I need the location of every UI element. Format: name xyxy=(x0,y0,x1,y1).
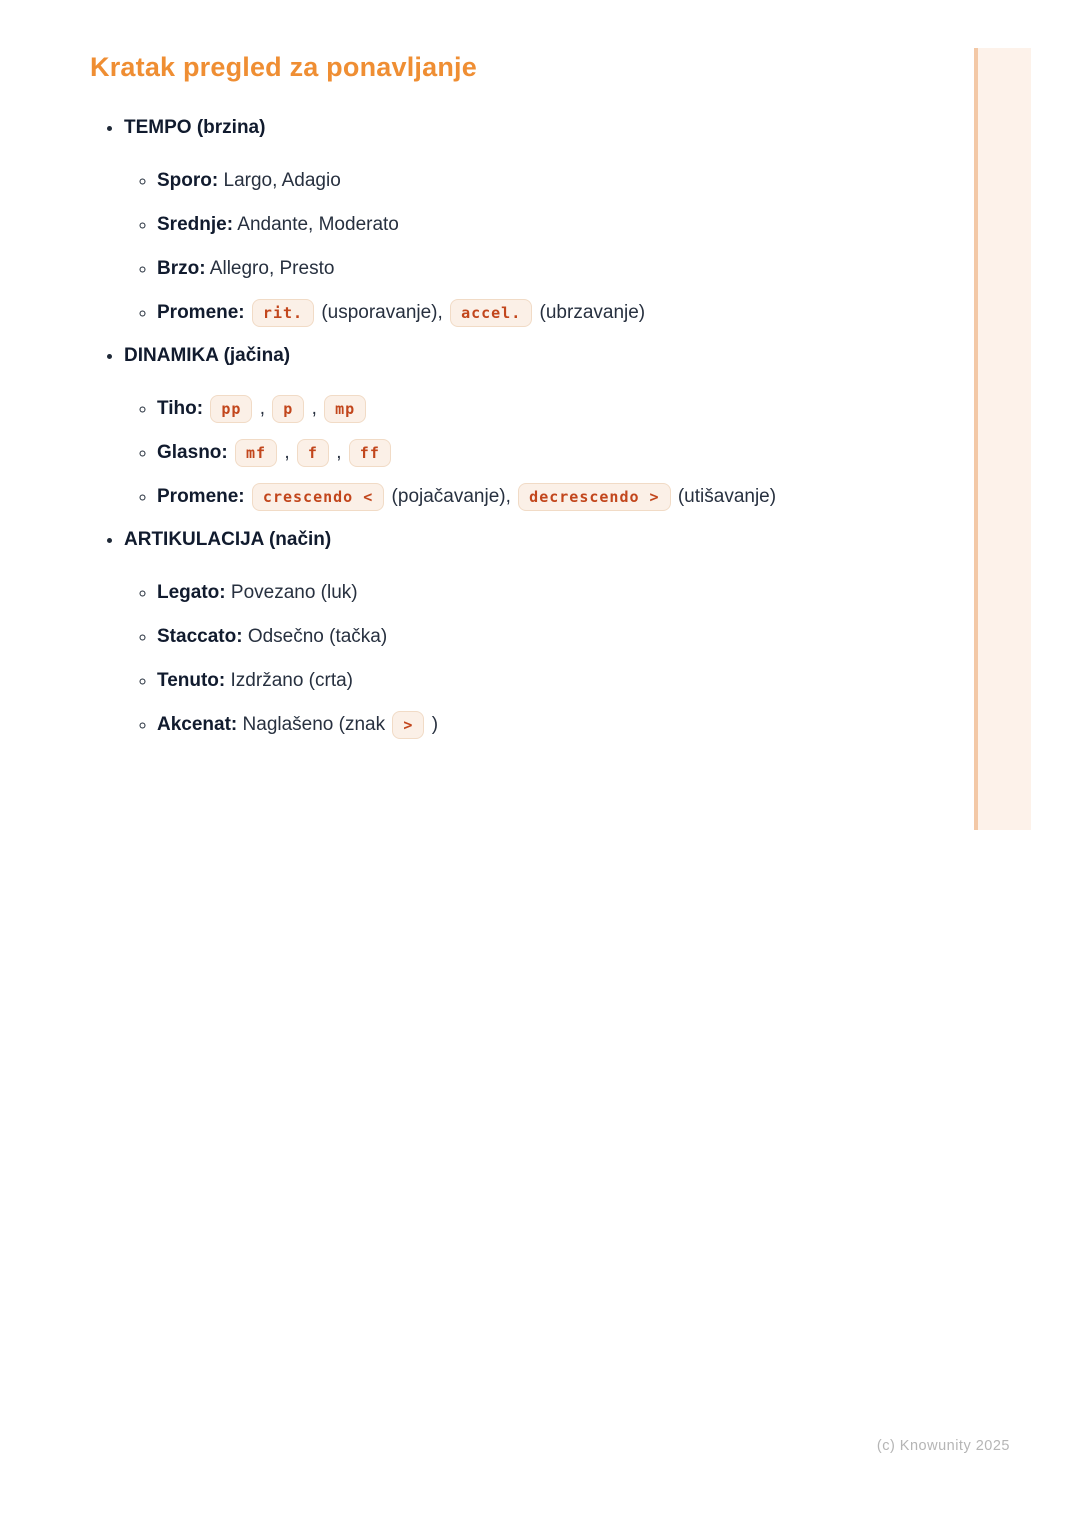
text-segment: Povezano (luk) xyxy=(230,582,358,603)
item-label: Promene: xyxy=(157,302,245,323)
text-segment: (usporavanje), xyxy=(321,302,443,323)
section-list xyxy=(90,114,960,740)
code-badge: crescendo < xyxy=(252,483,384,511)
section-dinamika xyxy=(124,342,960,512)
item-label: Promene: xyxy=(157,486,245,507)
code-badge: > xyxy=(392,711,424,739)
code-badge: accel. xyxy=(450,299,532,327)
list-item xyxy=(157,254,960,284)
text-segment: Odsečno (tačka) xyxy=(247,626,388,647)
text-segment: Izdržano (crta) xyxy=(230,670,354,691)
section-artikulacija xyxy=(124,526,960,740)
section-header: TEMPO (brzina) xyxy=(124,117,266,138)
item-label: Legato: xyxy=(157,582,226,603)
list-item xyxy=(157,578,960,608)
sub-list xyxy=(124,394,960,512)
item-label: Brzo: xyxy=(157,258,206,279)
code-badge: pp xyxy=(210,395,252,423)
document-content xyxy=(90,50,960,754)
section-tempo xyxy=(124,114,960,328)
text-segment: Allegro, Presto xyxy=(209,258,335,279)
text-segment: (ubrzavanje) xyxy=(539,302,646,323)
text-segment: Andante, Moderato xyxy=(237,214,399,235)
sub-list xyxy=(124,578,960,740)
item-label: Tiho: xyxy=(157,398,204,419)
text-segment: Naglašeno (znak xyxy=(242,714,386,735)
list-item xyxy=(157,438,960,468)
section-header: ARTIKULACIJA (način) xyxy=(124,529,332,550)
sub-list xyxy=(124,166,960,328)
text-segment: ) xyxy=(431,714,439,735)
text-segment: , xyxy=(284,442,290,463)
footer-copyright: (c) Knowunity 2025 xyxy=(876,1438,1010,1454)
code-badge: mf xyxy=(235,439,277,467)
list-item xyxy=(157,298,960,328)
text-segment: (pojačavanje), xyxy=(391,486,511,507)
code-badge: p xyxy=(272,395,304,423)
list-item xyxy=(157,394,960,424)
text-segment: Largo, Adagio xyxy=(223,170,341,191)
code-badge: f xyxy=(297,439,329,467)
list-item xyxy=(157,710,960,740)
item-label: Akcenat: xyxy=(157,714,238,735)
code-badge: ff xyxy=(349,439,391,467)
code-badge: rit. xyxy=(252,299,314,327)
list-item xyxy=(157,210,960,240)
page-title: Kratak pregled za ponavljanje xyxy=(90,52,477,82)
section-header: DINAMIKA (jačina) xyxy=(124,345,291,366)
list-item xyxy=(157,166,960,196)
list-item xyxy=(157,666,960,696)
side-accent-bar xyxy=(974,48,1031,830)
item-label: Tenuto: xyxy=(157,670,226,691)
text-segment: , xyxy=(311,398,317,419)
item-label: Srednje: xyxy=(157,214,234,235)
item-label: Sporo: xyxy=(157,170,219,191)
text-segment: , xyxy=(259,398,265,419)
list-item xyxy=(157,622,960,652)
list-item xyxy=(157,482,960,512)
text-segment: , xyxy=(336,442,342,463)
item-label: Glasno: xyxy=(157,442,228,463)
text-segment: (utišavanje) xyxy=(677,486,777,507)
code-badge: decrescendo > xyxy=(518,483,670,511)
item-label: Staccato: xyxy=(157,626,243,647)
code-badge: mp xyxy=(324,395,366,423)
